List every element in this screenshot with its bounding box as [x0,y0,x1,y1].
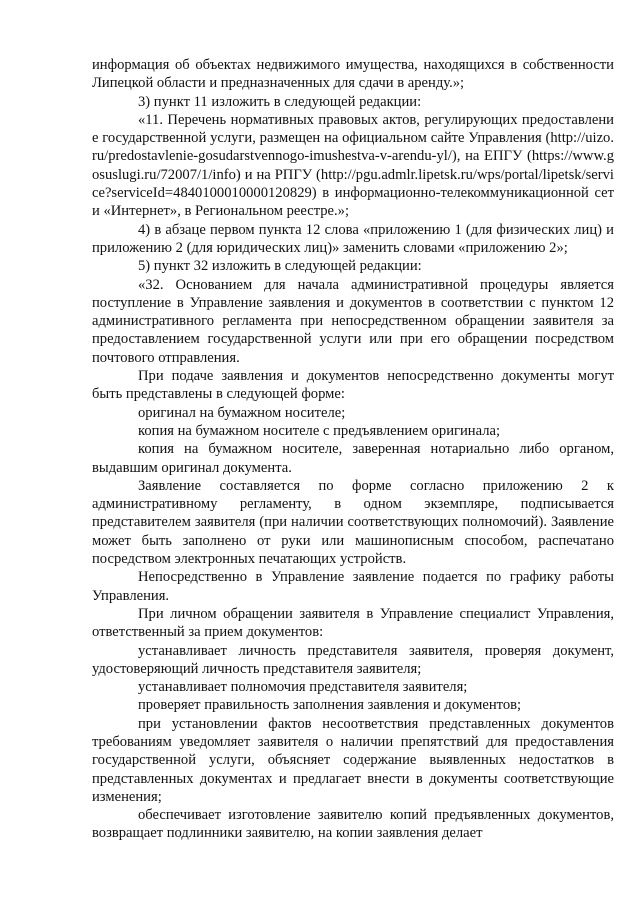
paragraph-item-5: 5) пункт 32 изложить в следующей редакции: [138,258,422,275]
paragraph-personal-visit: При личном обращении заявителя в Управление специалист Управления, ответственный за прием документов: [92,605,614,641]
paragraph-authority-check: устанавливает полномочия представителя заявителя; [138,679,468,696]
paragraph-info-objects: информация об объектах недвижимого имущества, находящихся в собственности Липецкой области и предназначенных для сдачи в аренду.»; [92,57,614,92]
paragraph-nonconformity: при установлении фактов несоответствия представленных документов требованиям уведомляет заявителя о наличии препятствий для предоставления государственной услуги, объясняет содержание выявленных недостатков в представленных документах и предлагает внести в документы соответствующие изменения; [92,715,614,805]
paragraph-item-3: 3) пункт 11 изложить в следующей редакции: [138,93,422,110]
paragraph-copy-with-original: копия на бумажном носителе с предъявлением оригинала; [138,422,501,439]
paragraph-form-check: проверяет правильность заполнения заявления и документов; [138,697,522,714]
paragraph-application-form: Заявление составляется по форме согласно приложению 2 к административному регламенту, в одном экземпляре, подписывается представителем заявителя (при наличии соответствующих полномочий). Заявление может быть заполнено от руки или машинописным способом, распечатано посредством электронных печатающих устройств. [92,477,614,568]
paragraph-identity-check: устанавливает личность представителя заявителя, проверяя документ, удостоверяющий личность представителя заявителя; [92,642,614,677]
paragraph-submission-form: При подаче заявления и документов непосредственно документы могут быть представлены в следующей форме: [92,368,614,403]
paragraph-notarized-copy: копия на бумажном носителе, заверенная нотариально либо органом, выдавшим оригинал документа. [92,441,614,476]
paragraph-clause-11: «11. Перечень нормативных правовых актов, регулирующих предоставление государственной услуги, размещен на официальном сайте Управления (http://uizo.ru/predostavlenie-gosudarstvennogo-imushestva-v-arendu-yl/), на ЕПГУ (https://www.gosuslugi.ru/72007/1/info) и на РПГУ (http://pgu.admlr.lipetsk.ru/wps/portal/lipetsk/service?serviceId=4840100010000120829) в информационно-телекоммуникационной сети «Интернет», в Региональном реестре.»; [92,111,614,220]
paragraph-original-paper: оригинал на бумажном носителе; [138,404,346,421]
paragraph-schedule: Непосредственно в Управление заявление подается по графику работы Управления. [92,569,614,604]
paragraph-item-4: 4) в абзаце первом пункта 12 слова «приложению 1 (для физических лиц) и приложению 2 (для юридических лиц)» заменить словами «приложению 2»; [92,221,614,256]
paragraph-copies: обеспечивает изготовление заявителю копий предъявленных документов, возвращает подлинники заявителю, на копии заявления делает [92,807,614,842]
paragraph-clause-32: «32. Основанием для начала административной процедуры является поступление в Управление заявления и документов в соответствии с пунктом 12 административного регламента при непосредственном обращении заявителя за предоставлением государственной услуги или при его обращении посредством почтового отправления. [92,276,614,366]
